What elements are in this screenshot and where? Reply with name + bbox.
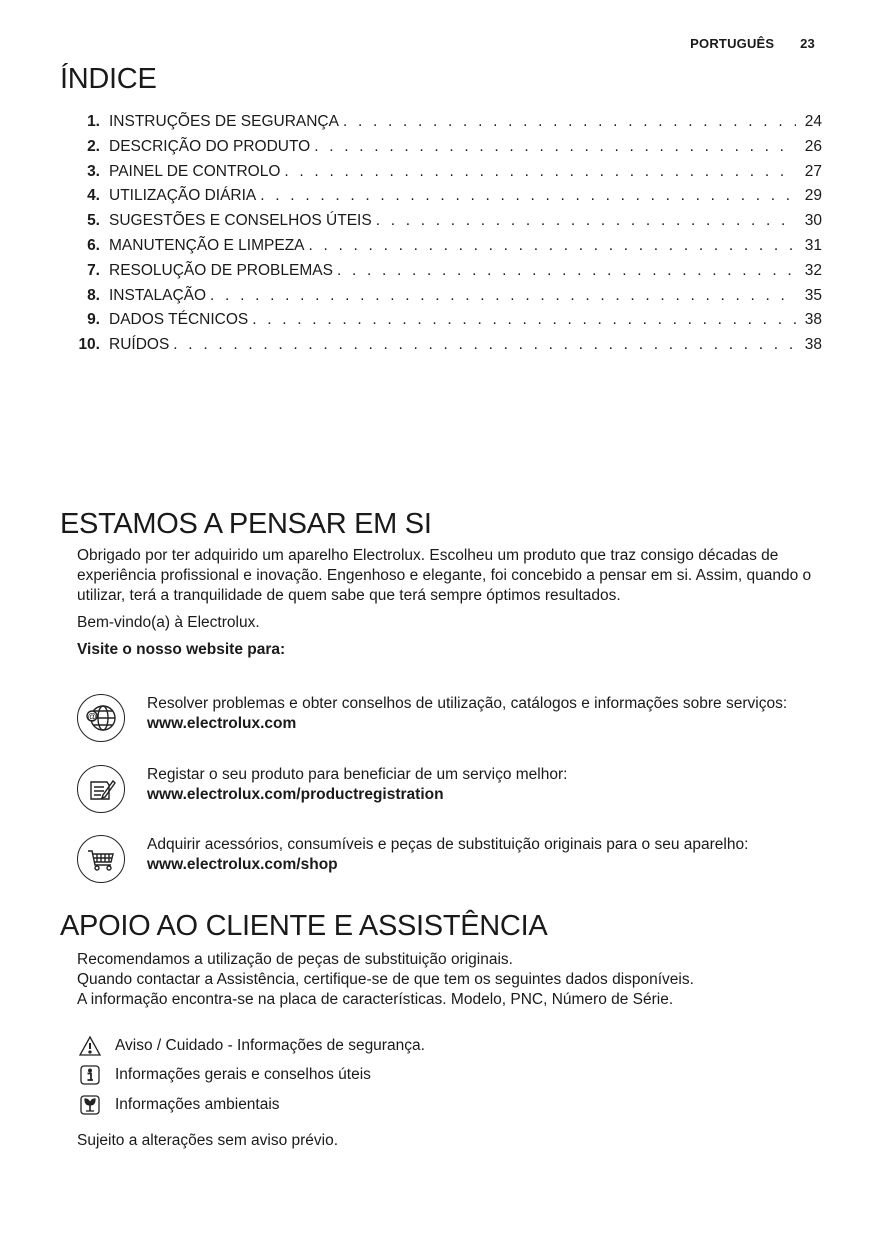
toc-item-number: 7. [87,261,100,279]
toc-item-label: RESOLUÇÃO DE PROBLEMAS [109,261,333,279]
toc-item[interactable] [72,262,822,287]
disclaimer-note: Sujeito a alterações sem aviso prévio. [77,1132,339,1149]
legend-item [77,1093,280,1117]
website-description: Adquirir acessórios, consumíveis e peças de substituição originais para o seu aparelho: [147,836,749,853]
visit-website-label: Visite o nosso website para: [77,641,286,658]
toc-item-page: 38 [804,311,822,329]
toc-item[interactable] [72,287,822,312]
toc-item-page: 32 [804,261,822,279]
toc-leader-dots [343,113,796,131]
support-line: A informação encontra-se na placa de características. Modelo, PNC, Número de Série. [77,991,674,1008]
website-link[interactable]: www.electrolux.com [147,714,297,732]
toc-item-label: DADOS TÉCNICOS [109,311,249,329]
toc-title: ÍNDICE [60,63,157,95]
welcome-section [77,546,817,667]
toc-item-label: INSTALAÇÃO [109,286,207,304]
toc-item-label: DESCRIÇÃO DO PRODUTO [109,137,311,155]
toc-item[interactable] [72,163,822,188]
shopping-cart-icon [77,835,125,883]
table-of-contents [72,113,822,361]
page-header [690,36,815,51]
toc-item-page: 24 [804,113,822,130]
warning-icon [77,1034,103,1058]
toc-item-number: 4. [87,187,100,205]
language-label: PORTUGUÊS [690,36,775,51]
legend-item [77,1063,371,1087]
website-description: Registar o seu produto para beneficiar de um serviço melhor: [147,766,568,783]
globe-icon [77,694,125,742]
toc-item-number: 2. [87,137,100,155]
toc-leader-dots [173,336,796,354]
website-link[interactable]: www.electrolux.com/productregistration [147,785,444,803]
toc-item-page: 31 [804,236,822,254]
legend-text: Aviso / Cuidado - Informações de segurança. [115,1037,425,1054]
toc-leader-dots [284,163,796,181]
welcome-greeting: Bem-vindo(a) à Electrolux. [77,614,260,631]
welcome-intro: Obrigado por ter adquirido um aparelho Electrolux. Escolheu um produto que traz consigo décadas de experiência profissional e inovação. Engenhoso e elegante, foi concebido a pensar em si. Assim, quando o utilizar, terá a tranquilidade de quem sabe que terá sempre óptimos resultados. [77,547,812,604]
toc-item[interactable] [72,237,822,262]
toc-item-page: 38 [804,336,822,354]
toc-item-page: 35 [804,286,822,304]
toc-item-number: 6. [87,236,100,254]
registration-icon [77,765,125,813]
toc-item[interactable] [72,212,822,237]
legend-text: Informações gerais e conselhos úteis [115,1066,371,1083]
toc-item-number: 9. [87,311,100,329]
toc-item[interactable] [72,311,822,336]
website-link[interactable]: www.electrolux.com/shop [147,855,338,873]
toc-leader-dots [260,187,796,205]
toc-item[interactable] [72,336,822,361]
toc-leader-dots [309,237,797,255]
website-entry [77,835,822,883]
toc-item-label: UTILIZAÇÃO DIÁRIA [109,187,257,205]
toc-item-number: 8. [87,286,100,304]
toc-item[interactable] [72,113,822,138]
support-section [77,950,817,1010]
legend-item [77,1034,425,1058]
toc-item-label: INSTRUÇÕES DE SEGURANÇA [109,113,339,130]
toc-item-page: 27 [804,162,822,180]
environment-icon [77,1093,103,1117]
toc-leader-dots [376,212,796,230]
toc-item-number: 3. [87,162,100,180]
website-entry [77,694,822,742]
toc-item-label: MANUTENÇÃO E LIMPEZA [109,236,305,254]
toc-leader-dots [252,311,796,329]
toc-item-page: 26 [804,137,822,155]
support-line: Quando contactar a Assistência, certifique-se de que tem os seguintes dados disponíveis. [77,971,694,988]
toc-item[interactable] [72,187,822,212]
support-line: Recomendamos a utilização de peças de substituição originais. [77,951,513,968]
page-number: 23 [800,36,815,51]
legend-text: Informações ambientais [115,1096,280,1113]
toc-item[interactable] [72,138,822,163]
toc-item-label: RUÍDOS [109,336,170,354]
website-entry [77,765,822,813]
welcome-section-title: ESTAMOS A PENSAR EM SI [60,508,432,540]
support-section-title: APOIO AO CLIENTE E ASSISTÊNCIA [60,910,548,942]
info-icon [77,1063,103,1087]
toc-item-number: 10. [78,336,100,354]
toc-item-page: 30 [804,212,822,230]
website-description: Resolver problemas e obter conselhos de utilização, catálogos e informações sobre serviços: [147,695,788,712]
toc-item-number: 5. [87,212,100,230]
svg-text:@: @ [87,711,97,722]
toc-item-number: 1. [87,113,100,130]
toc-item-label: PAINEL DE CONTROLO [109,162,281,180]
toc-leader-dots [210,287,796,305]
toc-leader-dots [337,262,796,280]
toc-leader-dots [314,138,796,156]
toc-item-label: SUGESTÕES E CONSELHOS ÚTEIS [109,212,372,230]
toc-item-page: 29 [804,187,822,205]
